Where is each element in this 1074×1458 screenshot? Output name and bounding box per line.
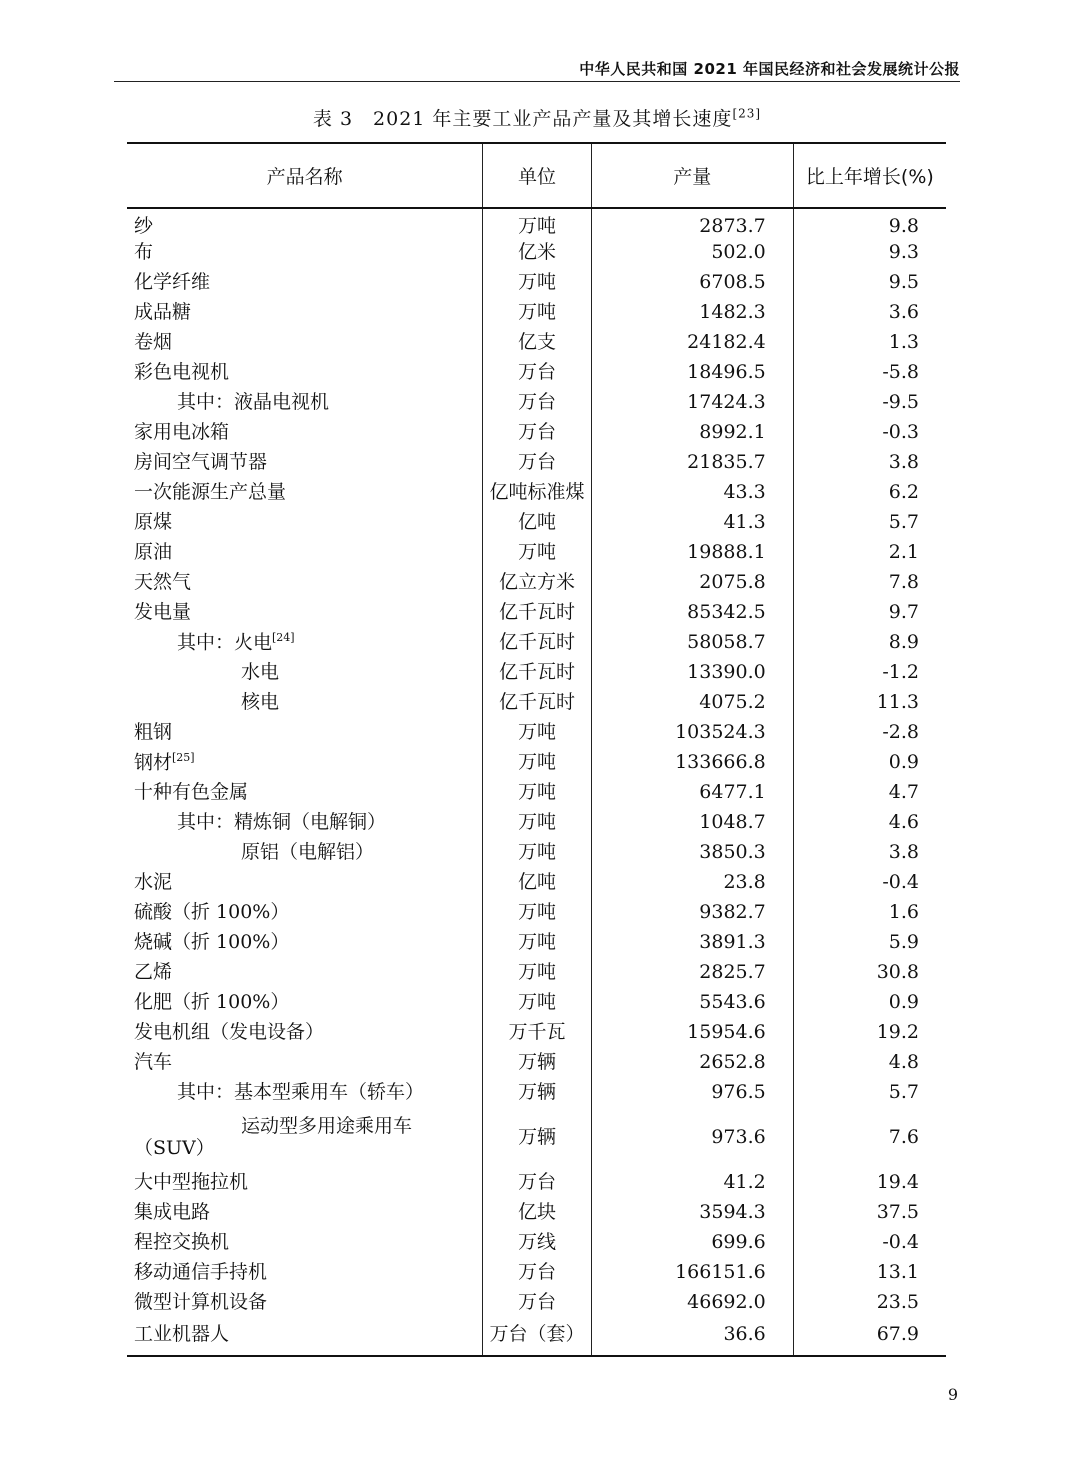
product-name: 卷烟: [127, 328, 483, 358]
table-row: [127, 238, 946, 268]
quantity: 9382.7: [591, 898, 793, 928]
caption-text: 表 3 2021 年主要工业产品产量及其增长速度: [312, 108, 733, 130]
growth: 11.3: [876, 691, 919, 714]
table-row: [127, 1048, 946, 1078]
table-row: [127, 298, 946, 328]
quantity: 3850.3: [591, 838, 793, 868]
quantity: 103524.3: [591, 718, 793, 748]
quantity: 58058.7: [591, 628, 793, 658]
header-product-name: 产品名称: [127, 143, 483, 208]
quantity: 8992.1: [591, 418, 793, 448]
quantity: 166151.6: [591, 1258, 793, 1288]
growth: 30.8: [876, 961, 919, 984]
unit: 亿吨: [483, 868, 591, 898]
growth: 8.9: [888, 631, 919, 654]
unit: 万吨: [483, 928, 591, 958]
growth: 9.5: [888, 271, 919, 294]
table-header-row: [127, 143, 946, 208]
growth: 5.7: [888, 511, 919, 534]
header-rule: [114, 81, 960, 82]
quantity: 1048.7: [591, 808, 793, 838]
table-row: [127, 388, 946, 418]
product-name: 集成电路: [127, 1198, 483, 1228]
product-name: 程控交换机: [127, 1228, 483, 1258]
unit: 亿千瓦时: [483, 628, 591, 658]
growth: 4.6: [888, 811, 919, 834]
product-name: 工业机器人: [127, 1318, 483, 1356]
growth: 19.4: [876, 1171, 919, 1194]
table-row: [127, 1168, 946, 1198]
growth: 13.1: [876, 1261, 919, 1284]
quantity: 973.6: [591, 1108, 793, 1168]
unit: 万台: [483, 388, 591, 418]
table-row: [127, 328, 946, 358]
quantity: 2652.8: [591, 1048, 793, 1078]
product-name: 水电: [127, 658, 483, 688]
quantity: 24182.4: [591, 328, 793, 358]
product-name: 化肥（折 100%）: [127, 988, 483, 1018]
table-row: [127, 448, 946, 478]
product-name: 成品糖: [127, 298, 483, 328]
quantity: 15954.6: [591, 1018, 793, 1048]
product-name: 布: [127, 238, 483, 268]
unit: 亿米: [483, 238, 591, 268]
unit: 亿立方米: [483, 568, 591, 598]
product-name: 微型计算机设备: [127, 1288, 483, 1318]
product-name: 化学纤维: [127, 268, 483, 298]
product-name: 纱: [127, 208, 483, 238]
unit: 万吨: [483, 298, 591, 328]
growth: 3.8: [888, 451, 919, 474]
unit: 万吨: [483, 808, 591, 838]
product-name: 发电量: [127, 598, 483, 628]
growth: -0.4: [882, 871, 919, 894]
quantity: 46692.0: [591, 1288, 793, 1318]
growth: 2.1: [888, 541, 919, 564]
product-name-cell: [127, 1108, 483, 1168]
product-name: 发电机组（发电设备）: [127, 1018, 483, 1048]
growth: 0.9: [888, 751, 919, 774]
unit: 亿块: [483, 1198, 591, 1228]
table-row: [127, 478, 946, 508]
quantity: 2075.8: [591, 568, 793, 598]
growth: 0.9: [888, 991, 919, 1014]
unit: 万台: [483, 358, 591, 388]
growth: 6.2: [888, 481, 919, 504]
unit: 亿吨标准煤: [483, 478, 591, 508]
growth: 4.7: [888, 781, 919, 804]
quantity: 21835.7: [591, 448, 793, 478]
unit: 亿支: [483, 328, 591, 358]
quantity: 18496.5: [591, 358, 793, 388]
unit: 万千瓦: [483, 1018, 591, 1048]
growth: -2.8: [882, 721, 919, 744]
product-name: 粗钢: [127, 718, 483, 748]
unit: 万辆: [483, 1108, 591, 1168]
header-quantity: 产量: [591, 143, 793, 208]
table-row: [127, 898, 946, 928]
growth: -5.8: [882, 361, 919, 384]
quantity: 1482.3: [591, 298, 793, 328]
table-row: [127, 358, 946, 388]
table-row: [127, 208, 946, 238]
product-name: 彩色电视机: [127, 358, 483, 388]
growth: 9.7: [888, 601, 919, 624]
quantity: 23.8: [591, 868, 793, 898]
unit: 亿千瓦时: [483, 658, 591, 688]
growth: -1.2: [882, 661, 919, 684]
growth: 7.6: [888, 1126, 919, 1149]
growth: 1.6: [888, 901, 919, 924]
product-name-continued: （SUV）: [134, 1137, 215, 1159]
footnote-ref: [24]: [272, 630, 295, 644]
table-row: [127, 778, 946, 808]
quantity: 43.3: [591, 478, 793, 508]
unit: 万吨: [483, 958, 591, 988]
table-row: [127, 838, 946, 868]
product-name-cell: [127, 628, 483, 658]
product-name: 移动通信手持机: [127, 1258, 483, 1288]
growth: 3.8: [888, 841, 919, 864]
growth: 3.6: [888, 301, 919, 324]
unit: 万辆: [483, 1078, 591, 1108]
product-name: 烧碱（折 100%）: [127, 928, 483, 958]
unit: 万台: [483, 418, 591, 448]
growth: 9.3: [888, 241, 919, 264]
quantity: 85342.5: [591, 598, 793, 628]
product-name: 家用电冰箱: [127, 418, 483, 448]
quantity: 2825.7: [591, 958, 793, 988]
unit: 亿吨: [483, 508, 591, 538]
quantity: 4075.2: [591, 688, 793, 718]
unit: 万吨: [483, 538, 591, 568]
product-name-cell: [127, 748, 483, 778]
unit: 万吨: [483, 208, 591, 238]
growth: 5.7: [888, 1081, 919, 1104]
product-name: 水泥: [127, 868, 483, 898]
header-growth: 比上年增长(%): [793, 143, 946, 208]
growth: 23.5: [876, 1291, 919, 1314]
growth: 19.2: [876, 1021, 919, 1044]
quantity: 41.2: [591, 1168, 793, 1198]
quantity: 3594.3: [591, 1198, 793, 1228]
unit: 万台（套）: [483, 1318, 591, 1356]
quantity: 3891.3: [591, 928, 793, 958]
quantity: 2873.7: [591, 208, 793, 238]
product-name: 其中：基本型乘用车（轿车）: [127, 1078, 483, 1108]
table-row: [127, 868, 946, 898]
product-name: 十种有色金属: [127, 778, 483, 808]
table-row: [127, 988, 946, 1018]
quantity: 5543.6: [591, 988, 793, 1018]
table-row: [127, 808, 946, 838]
table-row: [127, 568, 946, 598]
growth: 4.8: [888, 1051, 919, 1074]
unit: 万辆: [483, 1048, 591, 1078]
quantity: 6708.5: [591, 268, 793, 298]
unit: 万台: [483, 1258, 591, 1288]
industrial-products-table: [127, 142, 946, 1357]
table-row: [127, 1198, 946, 1228]
unit: 万台: [483, 1168, 591, 1198]
product-name: 大中型拖拉机: [127, 1168, 483, 1198]
table-row: [127, 508, 946, 538]
product-name: 其中：液晶电视机: [127, 388, 483, 418]
unit: 万台: [483, 1288, 591, 1318]
growth: -0.3: [882, 421, 919, 444]
table-row: [127, 418, 946, 448]
growth: 7.8: [888, 571, 919, 594]
product-name: 一次能源生产总量: [127, 478, 483, 508]
unit: 万吨: [483, 748, 591, 778]
product-name: 其中：火电: [177, 631, 273, 654]
unit: 万吨: [483, 718, 591, 748]
product-name: 核电: [127, 688, 483, 718]
table-row: [127, 268, 946, 298]
growth: 1.3: [888, 331, 919, 354]
unit: 万吨: [483, 778, 591, 808]
table-row: [127, 1258, 946, 1288]
product-name: 乙烯: [127, 958, 483, 988]
unit: 万吨: [483, 268, 591, 298]
growth: 67.9: [793, 1318, 946, 1356]
table-row: [127, 628, 946, 658]
quantity: 133666.8: [591, 748, 793, 778]
table-row: [127, 598, 946, 628]
growth: -0.4: [882, 1231, 919, 1254]
quantity: 6477.1: [591, 778, 793, 808]
quantity: 17424.3: [591, 388, 793, 418]
table-row: [127, 658, 946, 688]
table-row: [127, 928, 946, 958]
product-name: 汽车: [127, 1048, 483, 1078]
footnote-ref: [25]: [172, 750, 195, 764]
product-name: 原油: [127, 538, 483, 568]
unit: 万线: [483, 1228, 591, 1258]
quantity: 976.5: [591, 1078, 793, 1108]
product-name: 房间空气调节器: [127, 448, 483, 478]
running-header: 中华人民共和国 2021 年国民经济和社会发展统计公报: [579, 60, 960, 78]
product-name: 原煤: [127, 508, 483, 538]
quantity: 41.3: [591, 508, 793, 538]
unit: 万台: [483, 448, 591, 478]
table-row: [127, 748, 946, 778]
product-name: 运动型多用途乘用车: [241, 1115, 413, 1138]
growth: 5.9: [888, 931, 919, 954]
caption-footnote-ref: [23]: [732, 106, 762, 121]
table-row: [127, 1078, 946, 1108]
quantity: 36.6: [591, 1318, 793, 1356]
table-row: [127, 1228, 946, 1258]
table-row: [127, 958, 946, 988]
unit: 万吨: [483, 898, 591, 928]
quantity: 699.6: [591, 1228, 793, 1258]
table-row: [127, 1108, 946, 1168]
unit: 万吨: [483, 838, 591, 868]
unit: 亿千瓦时: [483, 688, 591, 718]
quantity: 19888.1: [591, 538, 793, 568]
header-unit: 单位: [483, 143, 591, 208]
table-row: [127, 1288, 946, 1318]
table-row: [127, 718, 946, 748]
product-name: 钢材: [134, 751, 173, 774]
unit: 万吨: [483, 988, 591, 1018]
quantity: 13390.0: [591, 658, 793, 688]
page-number: 9: [947, 1385, 958, 1404]
product-name: 硫酸（折 100%）: [127, 898, 483, 928]
growth: -9.5: [882, 391, 919, 414]
growth: 9.8: [888, 214, 919, 237]
product-name: 天然气: [127, 568, 483, 598]
product-name: 其中：精炼铜（电解铜）: [127, 808, 483, 838]
table-row: [127, 688, 946, 718]
growth: 37.5: [876, 1201, 919, 1224]
unit: 亿千瓦时: [483, 598, 591, 628]
table-row: [127, 1018, 946, 1048]
quantity: 502.0: [591, 238, 793, 268]
table-row: [127, 538, 946, 568]
table-caption: [0, 104, 1074, 131]
product-name: 原铝（电解铝）: [127, 838, 483, 868]
table-row: [127, 1318, 946, 1356]
